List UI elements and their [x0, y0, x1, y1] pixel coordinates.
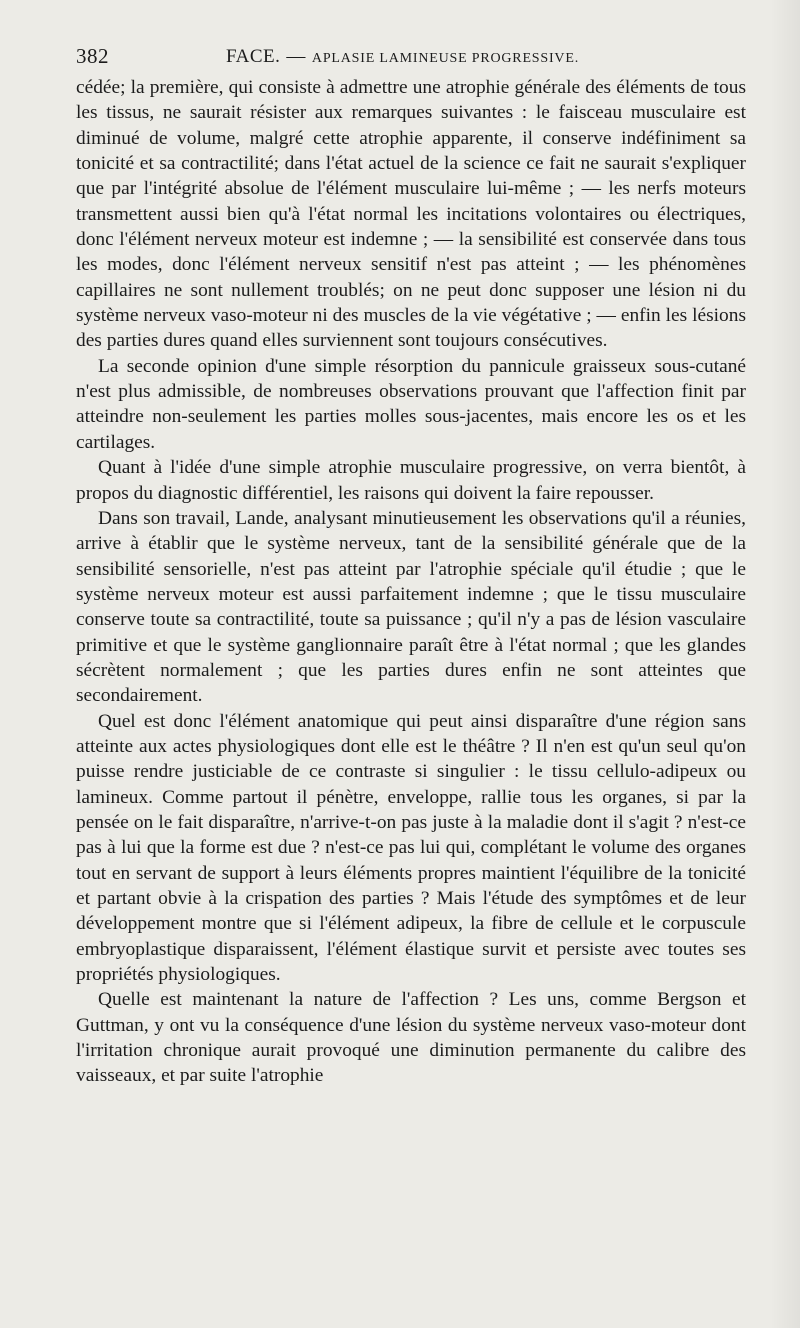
title-sub: APLASIE LAMINEUSE PROGRESSIVE.	[311, 51, 579, 66]
paragraph: Quelle est maintenant la nature de l'affection ? Les uns, comme Bergson et Guttman, y ont vu la conséquence d'une lésion du système nerveux vaso-moteur dont l'irritation chronique aurait provoqué une diminution permanente du calibre des vaisseaux, et par suite l'atrophie	[76, 989, 746, 1087]
title-main: FACE.	[226, 46, 281, 67]
paragraph: Quant à l'idée d'une simple atrophie musculaire progressive, on verra bientôt, à propos du diagnostic différentiel, les raisons qui doivent la faire repousser.	[76, 457, 746, 504]
running-header	[76, 44, 746, 74]
paragraph: cédée; la première, qui consiste à admettre une atrophie générale des éléments de tous les tissus, ne saurait résister aux remarques suivantes : le faisceau musculaire est diminué de volume, malgré cette atrophie apparente, il conserve indéfiniment sa tonicité et sa contractilité; dans l'état actuel de la science ce fait ne saurait s'expliquer que par l'intégrité absolue de l'élément musculaire lui-même ; — les nerfs moteurs transmettent aussi bien qu'à l'état normal les incitations volontaires ou électriques, donc l'élément nerveux moteur est indemne ; — la sensibilité est conservée dans tous les modes, donc l'élément nerveux sensitif n'est pas atteint ; — les phénomènes capillaires ne sont nullement troublés; on ne peut donc supposer une lésion ni du système nerveux vaso-moteur ni des muscles de la vie végétative ; — enfin les lésions des parties dures quand elles surviennent sont toujours consécutives.	[76, 77, 746, 352]
running-title	[226, 46, 579, 68]
paragraph: La seconde opinion d'une simple résorption du pannicule graisseux sous-cutané n'est plus admissible, de nombreuses observations prouvant que l'affection finit par atteindre non-seulement les parties molles sous-jacentes, mais encore les os et les cartilages.	[76, 355, 746, 453]
body-text	[76, 75, 746, 1089]
title-dash: —	[286, 46, 306, 67]
page-edge-shadow	[770, 0, 800, 1328]
page-number: 382	[76, 44, 109, 68]
paragraph: Quel est donc l'élément anatomique qui peut ainsi disparaître d'une région sans atteinte aux actes physiologiques dont elle est le théâtre ? Il n'en est qu'un seul qu'on puisse rendre justiciable de ce contraste si singulier : le tissu cellulo-adipeux ou lamineux. Comme partout il pénètre, enveloppe, rallie tous les organes, si par la pensée on le fait disparaître, n'arrive-t-on pas juste à la maladie dont il s'agit ? n'est-ce pas à lui que la forme est due ? n'est-ce pas lui qui, complétant le volume des organes tout en servant de support à leurs éléments propres maintient l'équilibre de la tonicité et partant obvie à la crispation des parties ? Mais l'étude des symptômes et de leur développement montre que si l'élément adipeux, la fibre de cellule et le corpuscule embryoplastique disparaissent, l'élément élastique survit et persiste avec toutes ses propriétés physiologiques.	[76, 710, 746, 986]
paragraph: Dans son travail, Lande, analysant minutieusement les observations qu'il a réunies, arrive à établir que le système nerveux, tant de la sensibilité générale que de la sensibilité sensorielle, n'est pas atteint par l'atrophie spéciale qu'il étudie ; que le système nerveux moteur est aussi parfaitement indemne ; que le tissu musculaire conserve toute sa contractilité, toute sa puissance ; qu'il n'y a pas de lésion vasculaire primitive et que le système ganglionnaire paraît être à l'état normal ; que les glandes sécrètent normalement ; que les parties dures enfin ne sont atteintes que secondairement.	[76, 507, 746, 707]
